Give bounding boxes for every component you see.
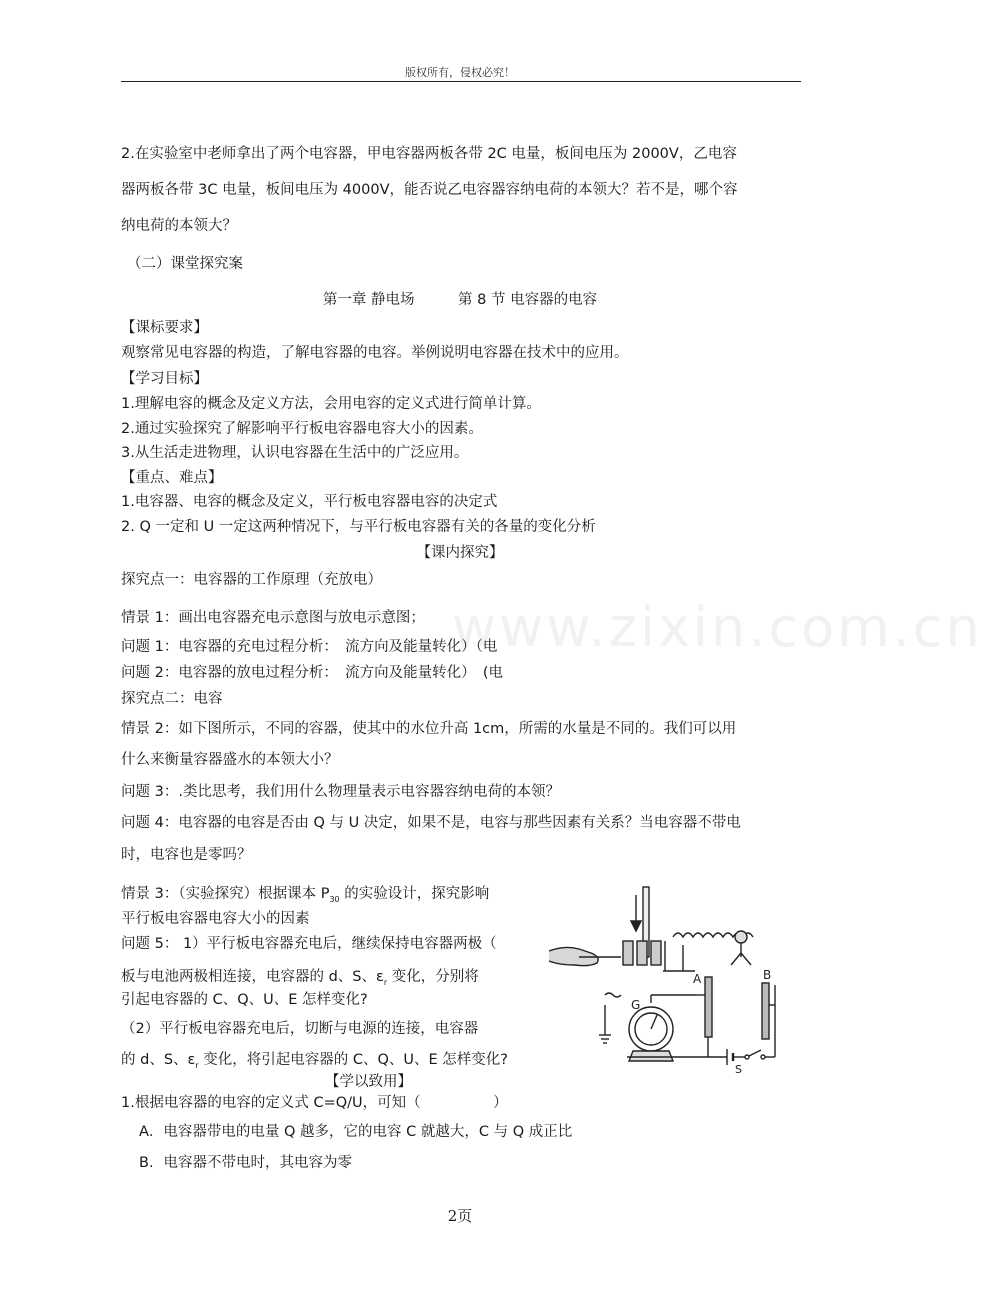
apply-heading: 【学以致用】 [325, 1074, 412, 1090]
inclass-heading: 【课内探究】 [416, 545, 504, 561]
question-4-line-1: 问题 4：电容器的电容是否由 Q 与 U 决定，如果不是，电容与那些因素有关系？当电容器不带电 [121, 815, 741, 831]
label-g: G [631, 998, 641, 1012]
page-number: 2页 [447, 1207, 473, 1225]
apply-question-1: 1.根据电容器的电容的定义式 C=Q/U，可知（ ） [121, 1095, 508, 1111]
question-1: 问题 1：电容器的充电过程分析： 流方向及能量转化）（电 [121, 639, 498, 655]
explore2-title: 探究点二：电容 [121, 691, 223, 707]
scene3-line-2: 平行板电容器电容大小的因素 [121, 911, 310, 927]
q2-line-2: 器两板各带 3C 电量，板间电压为 4000V，能否说乙电容器容纳电荷的本领大？若不是，哪个容 [121, 182, 738, 198]
question-3: 问题 3：.类比思考，我们用什么物理量表示电容器容纳电荷的本领？ [121, 784, 560, 800]
goals-heading: 【学习目标】 [121, 371, 208, 387]
standard-heading: 【课标要求】 [121, 320, 208, 336]
key-item: 1.电容器、电容的概念及定义，平行板电容器电容的决定式 [121, 494, 498, 510]
q2-line-1: 2.在实验室中老师拿出了两个电容器，甲电容器两板各带 2C 电量，板间电压为 2000V，乙电容 [121, 146, 737, 162]
scene2-line-2: 什么来衡量容器盛水的本领大小？ [121, 752, 339, 768]
question-4-line-2: 时，电容也是零吗？ [121, 847, 252, 863]
question-2: 问题 2：电容器的放电过程分析： 流方向及能量转化） (电 [121, 665, 503, 681]
standard-text: 观察常见电容器的构造，了解电容器的电容。举例说明电容器在技术中的应用。 [121, 345, 629, 361]
option-a: A．电容器带电的电量 Q 越多，它的电容 C 就越大，C 与 Q 成正比 [139, 1124, 573, 1140]
section-heading: （二）课堂探究案 [127, 256, 243, 272]
scene1-text: 情景 1：画出电容器充电示意图与放电示意图； [121, 610, 425, 626]
scene3-line-1: 情景 3：（实验探究）根据课本 $P_{30}$ 的实验设计，探究影响 [121, 886, 490, 904]
key-item: 2. Q 一定和 U 一定这两种情况下，与平行板电容器有关的各量的变化分析 [121, 519, 596, 535]
label-s: S [735, 1063, 742, 1076]
key-heading: 【重点、难点】 [121, 470, 223, 486]
question-5b-line-1: （2）平行板电容器充电后，切断与电源的连接，电容器 [121, 1021, 479, 1037]
watermark: www.zixin.com.cn [452, 596, 983, 659]
option-b: B．电容器不带电时，其电容为零 [139, 1155, 352, 1171]
goal-item: 1.理解电容的概念及定义方法，会用电容的定义式进行简单计算。 [121, 396, 541, 412]
goal-item: 2.通过实验探究了解影响平行板电容器电容大小的因素。 [121, 421, 483, 437]
goal-item: 3.从生活走进物理，认识电容器在生活中的广泛应用。 [121, 445, 469, 461]
page-header: 版权所有，侵权必究！ [405, 66, 515, 79]
scene2-line-1: 情景 2：如下图所示，不同的容器，使其中的水位升高 1cm，所需的水量是不同的。我们可以用 [121, 721, 737, 737]
question-5b-line-2: 的 d、S、$\varepsilon_r$ 变化，将引起电容器的 C、Q、U、E 怎样变化? [121, 1052, 508, 1070]
header-rule [121, 81, 801, 82]
label-a: A [693, 972, 702, 986]
chapter-title: 第一章 静电场 第 8 节 电容器的电容 [322, 292, 598, 308]
capacitor-experiment-figure [545, 885, 790, 1075]
question-5-line-3: 引起电容器的 C、Q、U、E 怎样变化? [121, 992, 368, 1008]
explore1-title: 探究点一：电容器的工作原理（充放电） [121, 572, 382, 588]
question-5-line-1: 问题 5： 1）平行板电容器充电后，继续保持电容器两极（ [121, 936, 497, 952]
q2-line-3: 纳电荷的本领大？ [121, 218, 237, 234]
question-5-line-2: 板与电池两极相连接，电容器的 d、S、$\varepsilon_r$ 变化，分别将 [121, 969, 479, 987]
label-b: B [763, 968, 772, 982]
